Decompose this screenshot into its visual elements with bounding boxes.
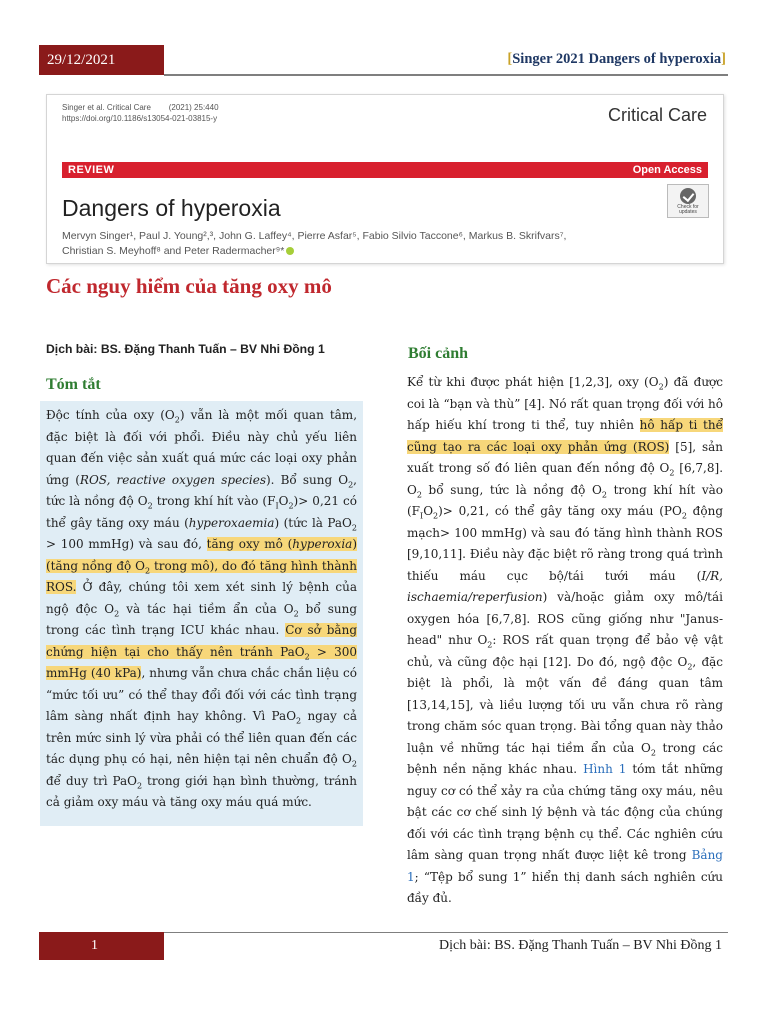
authors-line1: Mervyn Singer¹, Paul J. Young²,³, John G. Laffey⁴, Pierre Asfar⁵, Fabio Silvio Taccone⁶, Markus B. Skrifvars⁷, [62,230,567,242]
header-date: 29/12/2021 [39,45,164,75]
table-1-link[interactable]: Bảng 1 [407,848,723,884]
bracket-close: ] [721,51,726,67]
authors-line2: Christian S. Meyhoff⁸ and Peter Radermacher⁹* [62,245,285,257]
abstract-box [40,401,363,826]
open-access-label: Open Access [632,164,702,176]
highlight-1: tăng oxy mô (hyperoxia) (tăng nồng độ $O_2$ trong mô), do đó tăng hình thành ROS. [46,537,357,594]
article-title: Dangers of hyperoxia [62,195,281,221]
citation-line: Singer et al. Critical Care (2021) 25:440 [62,103,219,112]
header-doc-title-text: Singer 2021 Dangers of hyperoxia [512,51,722,67]
footer-rule [164,932,728,933]
highlight-3: hô hấp ti thể cũng tạo ra các loại oxy phản ứng (ROS) [407,418,723,454]
background-column [407,372,723,910]
header-rule [164,74,728,76]
check-updates-line1: Check for [677,204,699,210]
abstract-paragraph: Độc tính của oxy $(O_2)$ vẫn là một mối quan tâm, đặc biệt là đối với phổi. Điều này chủ yếu liên quan đến việc sản xuất quá mức các loại oxy phản ứng (ROS, reactive oxygen species). Bổ sung $O_2$, tức là nồng độ $O_2$ trong khí hít vào $(F_IO_2)> 0,21$ có thể gây tăng oxy máu (hyperoxaemia) (tức là PaO$_2$ > 100 mmHg) và sau đó, tăng oxy mô (hyperoxia) (tăng nồng độ $O_2$ trong mô), do đó tăng hình thành ROS. Ở đây, chúng tôi xem xét sinh lý bệnh của ngộ độc $O_2$ và tác hại tiềm ẩn của $O_2$ bổ sung trong các tình trạng ICU khác nhau. Cơ sở bằng chứng hiện tại cho thấy nên tránh PaO$_2$ > 300 mmHg (40 kPa), nhưng vẫn chưa chắc chắn liệu có “mức tối ưu” có thể thay đổi đối với các tình trạng lâm sàng nhất định hay không. Vì PaO$_2$ ngay cả trên mức sinh lý vừa phải có thể liên quan đến các tác dụng phụ có hại, nên hiện tại nên chuẩn độ $O_2$ để duy trì PaO$_2$ trong giới hạn bình thường, tránh cả giảm oxy máu và tăng oxy máu quá mức. [46,408,358,809]
doi-line: https://doi.org/10.1186/s13054-021-03815-y [62,114,218,123]
footer-page-number: 1 [39,932,164,960]
check-for-updates-badge [667,184,709,218]
check-icon [680,188,696,204]
highlight-2: Cơ sở bằng chứng hiện tại cho thấy nên tránh PaO$_2$ > 300 mmHg (40 kPa) [46,623,358,680]
background-paragraph: Kể từ khi được phát hiện [1,2,3], oxy $(O_2)$ đã được coi là “bạn và thù” [4]. Nó rất quan trọng đối với hô hấp hiếu khí trong ti thể, tuy nhiên hô hấp ti thể cũng tạo ra các loại oxy phản ứng (ROS) [5], sản xuất trong số đó liên quan đến nồng độ $O_2$ [6,7,8]. $O_2$ bổ sung, tức là nồng độ $O_2$ trong khí hít vào $(F_IO_2)> 0,21$, có thể gây tăng oxy máu ($PO_2$ động mạch> 100 mmHg) và sau đó tăng hình thành ROS [9,10,11]. Điều này đặc biệt rõ ràng trong quá trình thiếu máu cục bộ/tái tưới máu (I/R, ischaemia/reperfusion) và/hoặc giảm oxy mô/tái oxygen hóa [6,7,8]. ROS cũng giống như "Janus-head" như $O_2$: ROS rất quan trọng để bảo vệ vật chủ, và cũng độc hại [12]. Do đó, ngộ độc $O_2$, đặc biệt là phổi, là một vấn đề đáng quan tâm [13,14,15], và liều lượng tối ưu vẫn chưa rõ ràng trong chăm sóc quan trọng. Bài tổng quan này thảo luận về những tác hại tiềm ẩn của $O_2$ trong các bệnh nền nặng khác nhau. Hình 1 tóm tắt những nguy cơ có thể xảy ra của chứng tăng oxy máu, nêu bật các cơ chế sinh lý bệnh và tác động của chúng đối với các tình trạng bệnh cụ thể. Các nghiên cứu lâm sàng quan trọng nhất được liệt kê trong Bảng 1; “Tệp bổ sung 1” hiển thị danh sách nghiên cứu đầy đủ. [407,375,724,905]
abstract-heading: Tóm tắt [46,376,101,393]
footer-credit: Dịch bài: BS. Đặng Thanh Tuấn – BV Nhi Đồng 1 [439,938,722,953]
header-doc-title [507,51,726,68]
background-heading: Bối cảnh [408,345,469,362]
article-header-image [46,94,724,264]
review-bar [62,162,708,178]
check-updates-line2: updates [679,209,697,215]
journal-name: Critical Care [607,105,707,125]
article-type: REVIEW [68,164,115,176]
bracket-open: [ [507,51,513,67]
author-list [62,229,702,259]
orcid-icon [286,247,294,255]
translator-credit: Dịch bài: BS. Đặng Thanh Tuấn – BV Nhi Đồng 1 [46,342,325,356]
vietnamese-title: Các nguy hiểm của tăng oxy mô [46,274,332,298]
figure-1-link[interactable]: Hình 1 [583,762,627,776]
